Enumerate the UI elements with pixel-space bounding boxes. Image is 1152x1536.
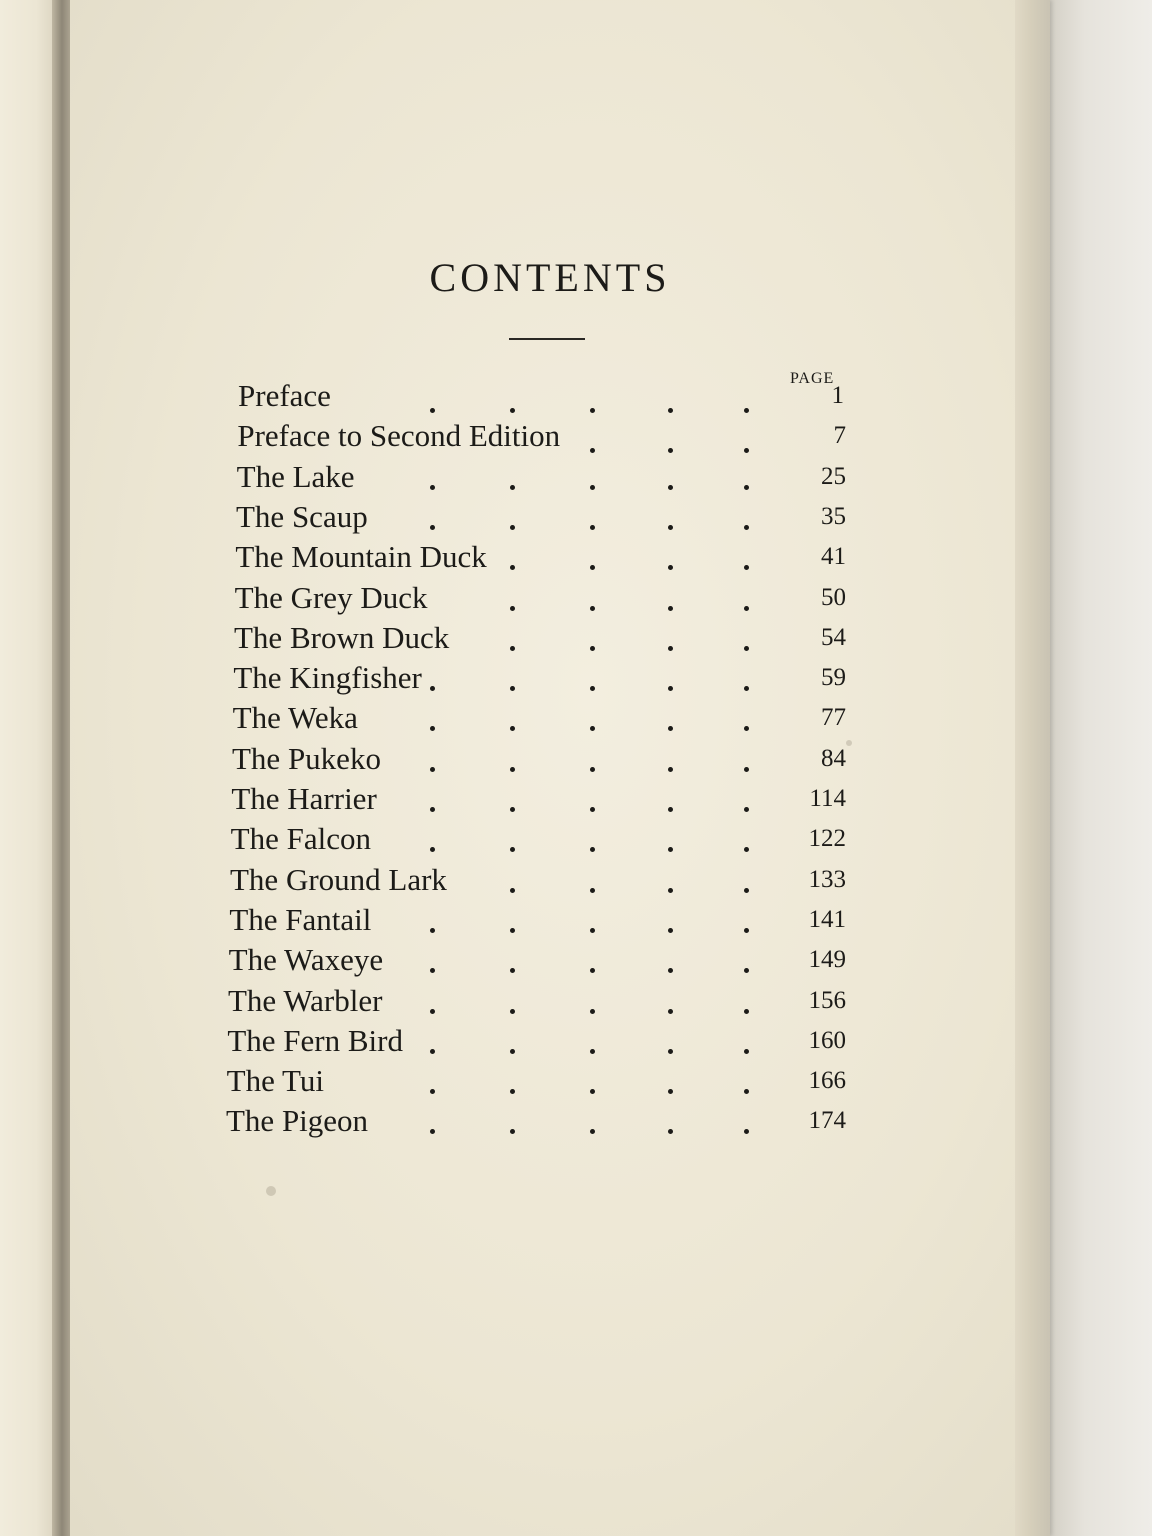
leader-dot [510, 847, 515, 852]
toc-entry [0, 741, 900, 781]
leader-dot [430, 485, 435, 490]
toc-entry-title: The Pukeko [232, 740, 381, 776]
leader-dot [510, 485, 515, 490]
leader-dot [668, 767, 673, 772]
leader-dot [590, 847, 595, 852]
leader-dot [744, 646, 749, 651]
leader-dot [668, 807, 673, 812]
leader-dot [590, 1129, 595, 1134]
toc-entry [0, 983, 900, 1023]
toc-entry-title: The Grey Duck [234, 579, 428, 615]
toc-entry-page: 174 [808, 1107, 846, 1135]
toc-entry-page: 149 [808, 946, 846, 974]
leader-dot [590, 807, 595, 812]
toc-entry [0, 539, 900, 579]
leader-dot [510, 888, 515, 893]
toc-entry-title: The Weka [232, 700, 358, 736]
title-rule [509, 338, 585, 340]
page-edge [1010, 0, 1050, 1536]
leader-dot [590, 686, 595, 691]
toc-entry-title: The Waxeye [228, 942, 384, 978]
leader-dot [744, 525, 749, 530]
leader-dot [668, 448, 673, 453]
toc-entry [0, 1103, 900, 1143]
toc-entry-page: 41 [821, 543, 846, 571]
leader-dot [744, 1089, 749, 1094]
leader-dot [430, 1009, 435, 1014]
toc-entry [0, 902, 900, 942]
toc-entry [0, 620, 900, 660]
leader-dot [744, 408, 749, 413]
toc-entry-title: The Pigeon [226, 1103, 369, 1139]
toc-entry-title: The Falcon [230, 821, 371, 857]
toc-entry-title: The Kingfisher [233, 660, 422, 696]
leader-dot [430, 686, 435, 691]
toc-entry-page: 35 [821, 502, 846, 530]
leader-dot [668, 485, 673, 490]
leader-dot [744, 888, 749, 893]
toc-entry [0, 781, 900, 821]
toc-entry-page: 7 [833, 422, 846, 450]
leader-dot [510, 686, 515, 691]
leader-dot [744, 485, 749, 490]
leader-dot [430, 928, 435, 933]
leader-dot [668, 1009, 673, 1014]
leader-dot [744, 928, 749, 933]
leader-dot [668, 525, 673, 530]
leader-dot [668, 646, 673, 651]
page-smudge [266, 1186, 276, 1196]
leader-dot [510, 1049, 515, 1054]
toc-entry-title: The Tui [226, 1063, 325, 1099]
leader-dot [590, 448, 595, 453]
toc-entry-page: 114 [809, 785, 846, 812]
toc-entry [0, 942, 900, 982]
leader-dot [590, 525, 595, 530]
leader-dot [744, 968, 749, 973]
leader-dot [744, 448, 749, 453]
leader-dot [510, 807, 515, 812]
leader-dot [510, 408, 515, 413]
leader-dot [744, 1049, 749, 1054]
leader-dot [510, 646, 515, 651]
toc-entry-title: The Mountain Duck [235, 539, 487, 575]
toc-entry-page: 84 [821, 744, 846, 772]
leader-dot [668, 928, 673, 933]
toc-entry [0, 580, 900, 620]
toc-entry [0, 418, 900, 458]
toc-entry-title: The Fern Bird [227, 1022, 403, 1058]
leader-dot [744, 1129, 749, 1134]
toc-entry-title: Preface [238, 378, 331, 413]
toc-entry [0, 1023, 900, 1063]
leader-dot [668, 408, 673, 413]
toc-entry-page: 122 [808, 825, 846, 853]
toc-entry-page: 54 [821, 623, 846, 651]
leader-dot [510, 565, 515, 570]
page-column-header: PAGE [790, 370, 835, 387]
toc-entry [0, 821, 900, 861]
leader-dot [668, 888, 673, 893]
table-surface [1040, 0, 1152, 1536]
leader-dot [590, 408, 595, 413]
leader-dot [744, 606, 749, 611]
leader-dot [744, 1009, 749, 1014]
toc-entry-page: 1 [831, 382, 844, 409]
toc-entry-title: Preface to Second Edition [237, 418, 561, 454]
toc-entry-page: 166 [808, 1067, 846, 1095]
leader-dot [590, 767, 595, 772]
toc-entry-title: The Brown Duck [234, 619, 450, 655]
toc-entry-page: 160 [808, 1026, 846, 1054]
leader-dot [590, 1049, 595, 1054]
leader-dot [668, 968, 673, 973]
leader-dot [430, 726, 435, 731]
leader-dot [668, 1129, 673, 1134]
leader-dot [510, 525, 515, 530]
leader-dot [510, 928, 515, 933]
leader-dot [510, 1129, 515, 1134]
toc-entry-page: 59 [821, 664, 846, 692]
leader-dot [668, 1089, 673, 1094]
leader-dot [430, 847, 435, 852]
leader-dot [744, 726, 749, 731]
leader-dot [510, 726, 515, 731]
leader-dot [590, 646, 595, 651]
leader-dot [590, 1089, 595, 1094]
leader-dot [430, 1089, 435, 1094]
toc-entry-page: 25 [821, 462, 846, 490]
leader-dot [744, 767, 749, 772]
contents-title: CONTENTS [429, 255, 671, 300]
leader-dot [744, 686, 749, 691]
toc-entry-title: The Warbler [228, 982, 383, 1018]
toc-entry [0, 499, 900, 539]
toc-entry-page: 156 [808, 986, 846, 1014]
leader-dot [590, 726, 595, 731]
leader-dot [590, 606, 595, 611]
leader-dot [510, 767, 515, 772]
toc-entry [0, 700, 900, 740]
leader-dot [430, 807, 435, 812]
leader-dot [510, 968, 515, 973]
leader-dot [430, 1049, 435, 1054]
toc-entry-title: The Fantail [229, 901, 372, 937]
leader-dot [510, 606, 515, 611]
leader-dot [430, 525, 435, 530]
leader-dot [590, 928, 595, 933]
toc-entry-page: 50 [821, 583, 846, 611]
leader-dot [668, 565, 673, 570]
leader-dot [744, 807, 749, 812]
toc-entry-title: The Scaup [236, 498, 368, 534]
leader-dot [590, 968, 595, 973]
leader-dot [744, 847, 749, 852]
toc-entry-title: The Lake [236, 458, 355, 494]
leader-dot [430, 408, 435, 413]
toc-entry [0, 862, 900, 902]
leader-dot [510, 1009, 515, 1014]
leader-dot [668, 726, 673, 731]
toc-entry [0, 378, 900, 418]
leader-dot [744, 565, 749, 570]
toc-entry-title: The Ground Lark [230, 861, 447, 897]
leader-dot [668, 1049, 673, 1054]
toc-entry [0, 459, 900, 499]
leader-dot [668, 686, 673, 691]
leader-dot [668, 606, 673, 611]
leader-dot [590, 565, 595, 570]
toc-entry-page: 77 [821, 704, 846, 732]
leader-dot [590, 1009, 595, 1014]
leader-dot [668, 847, 673, 852]
leader-dot [590, 485, 595, 490]
toc-entry-title: The Harrier [231, 781, 377, 816]
leader-dot [430, 767, 435, 772]
toc-entry [0, 660, 900, 700]
toc-entry [0, 1063, 900, 1103]
leader-dot [430, 968, 435, 973]
leader-dot [430, 1129, 435, 1134]
leader-dot [590, 888, 595, 893]
toc-entry-page: 133 [808, 865, 846, 893]
toc-entry-page: 141 [808, 905, 846, 933]
leader-dot [510, 1089, 515, 1094]
